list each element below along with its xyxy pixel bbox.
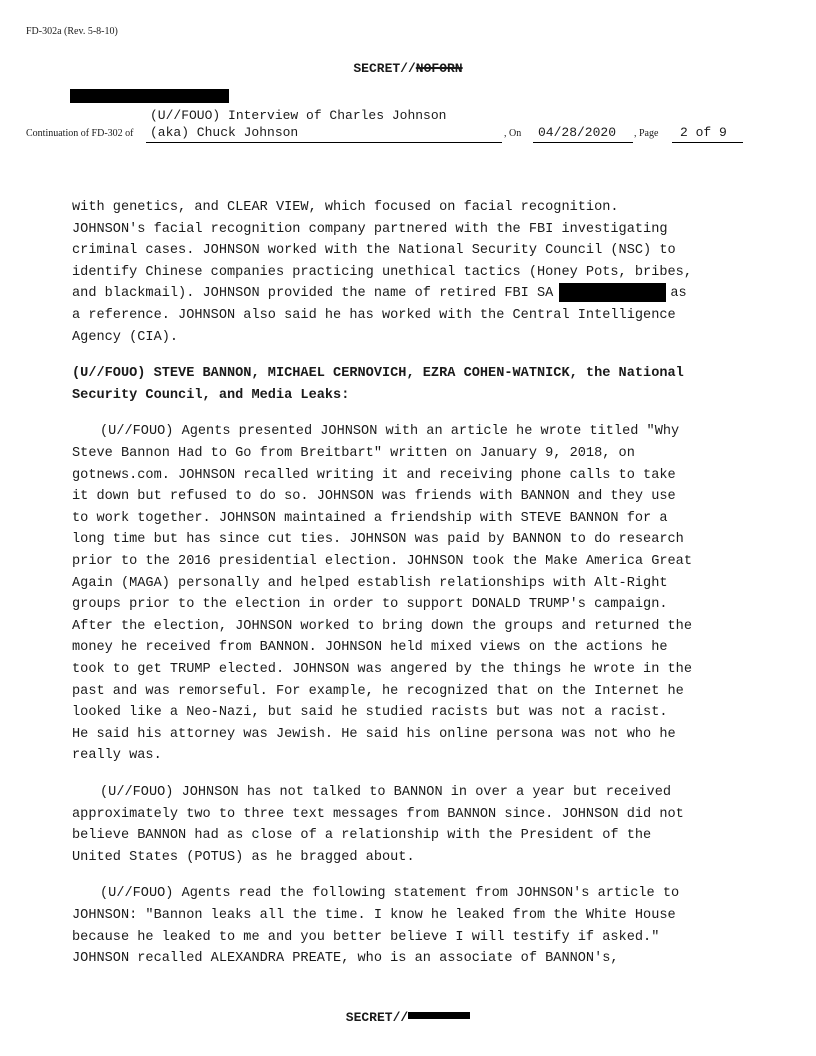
paragraph-1	[72, 197, 752, 348]
date-value: 04/28/2020	[538, 125, 617, 140]
text-line: JOHNSON's facial recognition company partnered with the FBI investigating	[72, 221, 668, 237]
redaction-bar	[70, 89, 229, 103]
text-line: looked like a Neo-Nazi, but said he studied racists but was not a racist.	[72, 705, 668, 721]
text-line: After the election, JOHNSON worked to bring down the groups and returned the	[72, 618, 692, 634]
text-line: United States (POTUS) as he bragged about.	[72, 849, 415, 865]
continuation-label: Continuation of FD-302 of	[26, 128, 134, 139]
text-line: believe BANNON had as close of a relationship with the President of the	[72, 828, 652, 844]
page-field	[672, 122, 743, 143]
text-fragment: and blackmail). JOHNSON provided the name of retired FBI SA	[72, 286, 554, 302]
heading-line: (U//FOUO) STEVE BANNON, MICHAEL CERNOVICH, EZRA COHEN-WATNICK, the National	[72, 366, 684, 382]
text-line: gotnews.com. JOHNSON recalled writing it and receiving phone calls to take	[72, 467, 676, 483]
text-line: really was.	[72, 748, 162, 764]
text-line: it down but refused to do so. JOHNSON was friends with BANNON and they use	[72, 489, 676, 505]
classification-prefix: SECRET//	[353, 61, 416, 76]
text-line: criminal cases. JOHNSON worked with the National Security Council (NSC) to	[72, 243, 676, 259]
form-number: FD-302a (Rev. 5-8-10)	[26, 26, 118, 37]
paragraph-2	[72, 421, 752, 767]
text-line: (U//FOUO) JOHNSON has not talked to BANNON in over a year but received	[100, 784, 672, 800]
text-line: money he received from BANNON. JOHNSON held mixed views on the actions he	[72, 640, 668, 656]
page-label: , Page	[634, 128, 659, 139]
text-line: approximately two to three text messages from BANNON since. JOHNSON did not	[72, 806, 684, 822]
document-body	[72, 197, 752, 970]
text-line: because he leaked to me and you better believe I will testify if asked."	[72, 929, 660, 945]
classification-footer	[0, 1010, 816, 1025]
text-line: past and was remorseful. For example, he recognized that on the Internet he	[72, 683, 684, 699]
text-line: long time but has since cut ties. JOHNSON was paid by BANNON to do research	[72, 532, 684, 548]
text-line: He said his attorney was Jewish. He said his online persona was not who he	[72, 726, 676, 742]
text-line: with genetics, and CLEAR VIEW, which focused on facial recognition.	[72, 200, 619, 215]
on-label: , On	[504, 128, 522, 139]
text-line: (U//FOUO) Agents presented JOHNSON with an article he wrote titled "Why	[100, 424, 680, 440]
date-field	[533, 122, 633, 143]
heading-line: Security Council, and Media Leaks:	[72, 387, 350, 403]
text-fragment: as	[670, 286, 687, 302]
text-line-with-redaction	[72, 286, 687, 301]
text-line: Steve Bannon Had to Go from Breitbart" written on January 9, 2018, on	[72, 446, 635, 462]
subject-line-1: (U//FOUO) Interview of Charles Johnson	[150, 108, 447, 123]
subject-line-2: (aka) Chuck Johnson	[150, 125, 299, 140]
noforn-caveat: NOFORN	[415, 61, 463, 76]
redaction-bar	[408, 1012, 470, 1019]
paragraph-3	[72, 782, 752, 868]
text-line: groups prior to the election in order to support DONALD TRUMP's campaign.	[72, 597, 668, 613]
text-line: JOHNSON: "Bannon leaks all the time. I know he leaked from the White House	[72, 907, 676, 923]
paragraph-4	[72, 883, 752, 969]
text-line: (U//FOUO) Agents read the following statement from JOHNSON's article to	[100, 886, 680, 902]
redaction-bar	[559, 283, 666, 302]
text-line: prior to the 2016 presidential election. JOHNSON took the Make America Great	[72, 554, 692, 569]
text-line: JOHNSON recalled ALEXANDRA PREATE, who is an associate of BANNON's,	[72, 951, 619, 967]
section-heading	[72, 363, 752, 406]
text-line: Agency (CIA).	[72, 329, 179, 345]
classification-header	[0, 61, 816, 76]
text-line: a reference. JOHNSON also said he has worked with the Central Intelligence	[72, 308, 676, 324]
page-number: 2 of 9	[680, 125, 727, 140]
text-line: took to get TRUMP elected. JOHNSON was angered by the things he wrote in the	[72, 661, 692, 677]
text-line: identify Chinese companies practicing unethical tactics (Honey Pots, bribes,	[72, 264, 692, 280]
classification-prefix: SECRET//	[345, 1010, 409, 1025]
text-line: Again (MAGA) personally and helped establish relationships with Alt-Right	[72, 575, 668, 591]
text-line: to work together. JOHNSON maintained a friendship with STEVE BANNON for a	[72, 510, 668, 526]
